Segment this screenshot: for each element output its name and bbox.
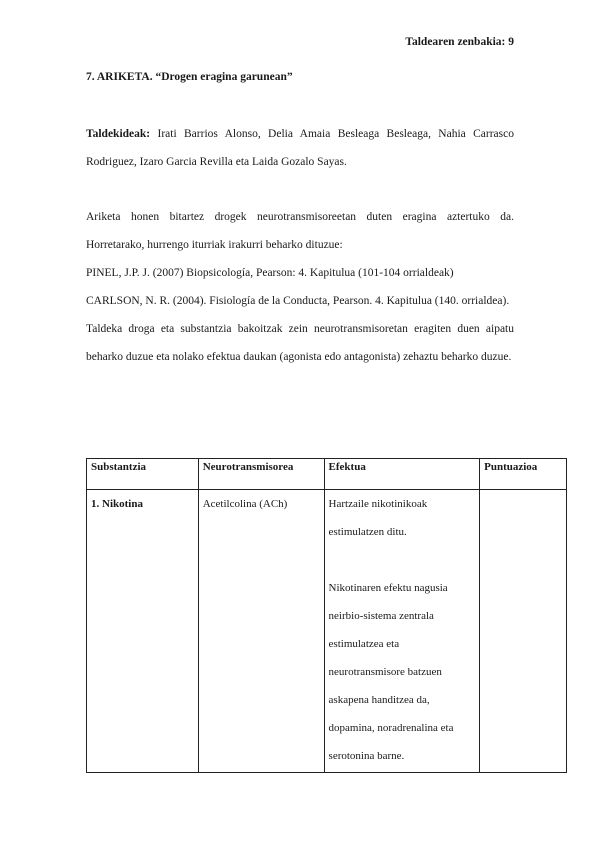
reference-carlson: CARLSON, N. R. (2004). Fisiología de la Conducta, Pearson. 4. Kapitulua (140. orrialdea). [86,295,510,307]
cell-score [480,490,567,773]
effect-text-1: Hartzaile nikotinikoak estimulatzen ditu. [328,498,428,538]
substances-table [86,458,567,773]
members-label: Taldekideak: [86,128,151,140]
table-header-row [87,459,567,490]
instruction-text: Taldeka droga eta substantzia bakoitzak zein neurotransmisoretan eragiten duen aipatu beharko duzue eta nolako efektua daukan (agonista edo antagonista) zehaztu beharko duzue. [86,323,514,363]
members-paragraph [86,120,514,176]
intro-section [86,203,514,371]
header-score: Puntuazioa [480,459,567,490]
members-names: Irati Barrios Alonso, Delia Amaia Besleaga Besleaga, Nahia Carrasco Rodriguez, Izaro Garcia Revilla eta Laida Gozalo Sayas. [86,128,514,168]
group-number: Taldearen zenbakia: 9 [405,36,514,48]
cell-neurotransmitter: Acetilcolina (ACh) [198,490,324,773]
table-row [87,490,567,773]
header-neurotransmitter: Neurotransmisorea [198,459,324,490]
effect-text-2: Nikotinaren efektu nagusia neirbio-sistema zentrala estimulatzea eta neurotransmisore batzuen askapena handitzea da, dopamina, noradrenalina eta serotonina barne. [328,582,454,762]
exercise-title: 7. ARIKETA. “Drogen eragina garunean” [86,71,293,83]
cell-effect [324,490,480,773]
header-effect: Efektua [324,459,480,490]
reference-pinel: PINEL, J.P. J. (2007) Biopsicología, Pearson: 4. Kapitulua (101-104 orrialdeak) [86,267,454,279]
header-substance: Substantzia [87,459,199,490]
intro-text: Ariketa honen bitartez drogek neurotransmisoreetan duten eragina aztertuko da. Horretarako, hurrengo iturriak irakurri beharko dituzue: [86,211,514,251]
cell-substance: 1. Nikotina [87,490,199,773]
